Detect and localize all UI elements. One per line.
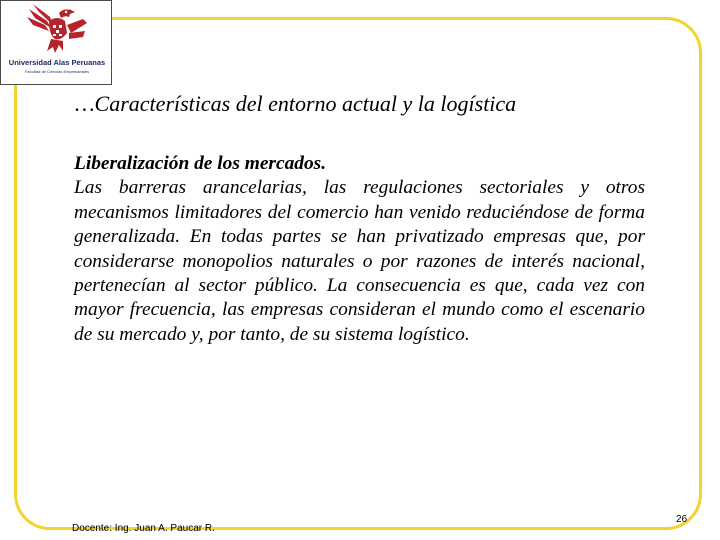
- slide-title: …Características del entorno actual y la logística: [75, 91, 517, 116]
- slide-content: [74, 152, 645, 347]
- university-faculty: Facultad de Ciencias Empresariales: [24, 69, 90, 74]
- page-number: 26: [676, 514, 688, 525]
- body-paragraph: Las barreras arancelarias, las regulaciones sectoriales y otros mecanismos limitadores del comercio han venido reduciéndose de forma generalizada. En todas partes se han privatizado empresas que, por considerarse monopolios naturales o por razones de interés nacional, pertenecían al sector público. La consecuencia es que, cada vez con mayor frecuencia, las empresas consideran el mundo como el escenario de su mercado y, por tanto, de su sistema logístico.: [74, 177, 645, 345]
- condor-emblem-icon: [25, 3, 89, 57]
- university-logo: [0, 0, 112, 85]
- footer-author: Docente: Ing. Juan A. Paucar R.: [72, 523, 215, 534]
- university-name: Universidad Alas Peruanas: [8, 58, 106, 67]
- section-subheading: Liberalización de los mercados.: [74, 153, 327, 174]
